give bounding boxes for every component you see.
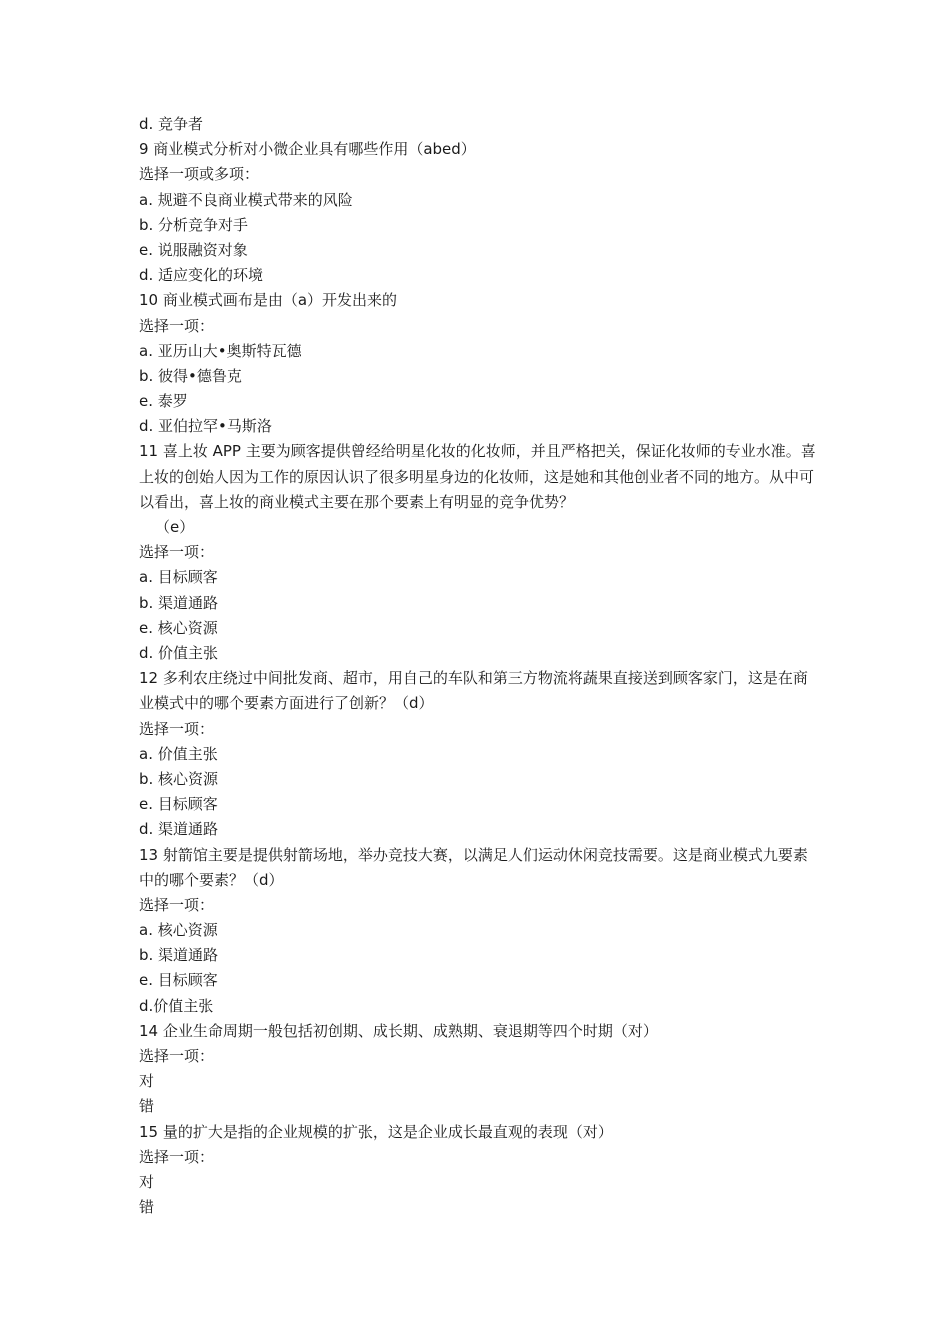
option-e: e. 核心资源 bbox=[139, 618, 218, 637]
option-false: 错 bbox=[139, 1198, 155, 1217]
option-a: a. 核心资源 bbox=[139, 921, 218, 940]
question-12: 12 多利农庄绕过中间批发商、超市，用自己的车队和第三方物流将蔬果直接送到顾客家门，这是在商业模式中的哪个要素方面进行了创新？（d） bbox=[139, 669, 808, 713]
option-d: d. 适应变化的环境 bbox=[139, 266, 264, 285]
option-true: 对 bbox=[139, 1072, 155, 1091]
option-d: d.价值主张 bbox=[139, 996, 214, 1015]
option-e: e. 泰罗 bbox=[139, 392, 188, 411]
option-b: b. 分析竞争对手 bbox=[139, 215, 249, 234]
option-b: b. 核心资源 bbox=[139, 769, 219, 788]
select-hint: 选择一项或多项： bbox=[139, 165, 260, 184]
option-b: b. 渠道通路 bbox=[139, 946, 219, 965]
select-hint: 选择一项： bbox=[139, 316, 215, 335]
question-15: 15 量的扩大是指的企业规模的扩张，这是企业成长最直观的表现（对） bbox=[139, 1122, 613, 1141]
select-hint: 选择一项： bbox=[139, 1047, 215, 1066]
question-13: 13 射箭馆主要是提供射箭场地，举办竞技大赛，以满足人们运动休闲竞技需要。这是商业模式九要素中的哪个要素？（d） bbox=[139, 845, 808, 889]
question-9: 9 商业模式分析对小微企业具有哪些作用（abed） bbox=[139, 140, 476, 159]
option-a: a. 价值主张 bbox=[139, 744, 218, 763]
select-hint: 选择一项： bbox=[139, 895, 215, 914]
question-14: 14 企业生命周期一般包括初创期、成长期、成熟期、衰退期等四个时期（对） bbox=[139, 1021, 658, 1040]
option-e: e. 目标顾客 bbox=[139, 971, 218, 990]
select-hint: 选择一项： bbox=[139, 1147, 215, 1166]
option-d: d. 价值主张 bbox=[139, 643, 219, 662]
option-d: d. 亚伯拉罕•马斯洛 bbox=[139, 417, 272, 436]
answer-11: （e） bbox=[155, 518, 195, 537]
option-b: b. 彼得•德鲁克 bbox=[139, 366, 242, 385]
option-d: d. 竞争者 bbox=[139, 115, 204, 133]
option-e: e. 说服融资对象 bbox=[139, 240, 248, 259]
option-a: a. 目标顾客 bbox=[139, 568, 218, 587]
option-e: e. 目标顾客 bbox=[139, 795, 218, 814]
document-body bbox=[139, 112, 819, 1220]
question-11: 11 喜上妆 APP 主要为顾客提供曾经给明星化妆的化妆师，并且严格把关，保证化妆师的专业水准。喜上妆的创始人因为工作的原因认识了很多明星身边的化妆师，这是她和其他创业者不同的地方。从中可以看出，喜上妆的商业模式主要在那个要素上有明显的竞争优势？ bbox=[139, 442, 816, 511]
select-hint: 选择一项： bbox=[139, 543, 215, 562]
option-b: b. 渠道通路 bbox=[139, 593, 219, 612]
option-a: a. 亚历山大•奥斯特瓦德 bbox=[139, 341, 302, 360]
select-hint: 选择一项： bbox=[139, 719, 215, 738]
option-true: 对 bbox=[139, 1172, 155, 1191]
option-a: a. 规避不良商业模式带来的风险 bbox=[139, 190, 353, 209]
question-10: 10 商业模式画布是由（a）开发出来的 bbox=[139, 291, 398, 310]
option-d: d. 渠道通路 bbox=[139, 820, 219, 839]
option-false: 错 bbox=[139, 1097, 155, 1116]
